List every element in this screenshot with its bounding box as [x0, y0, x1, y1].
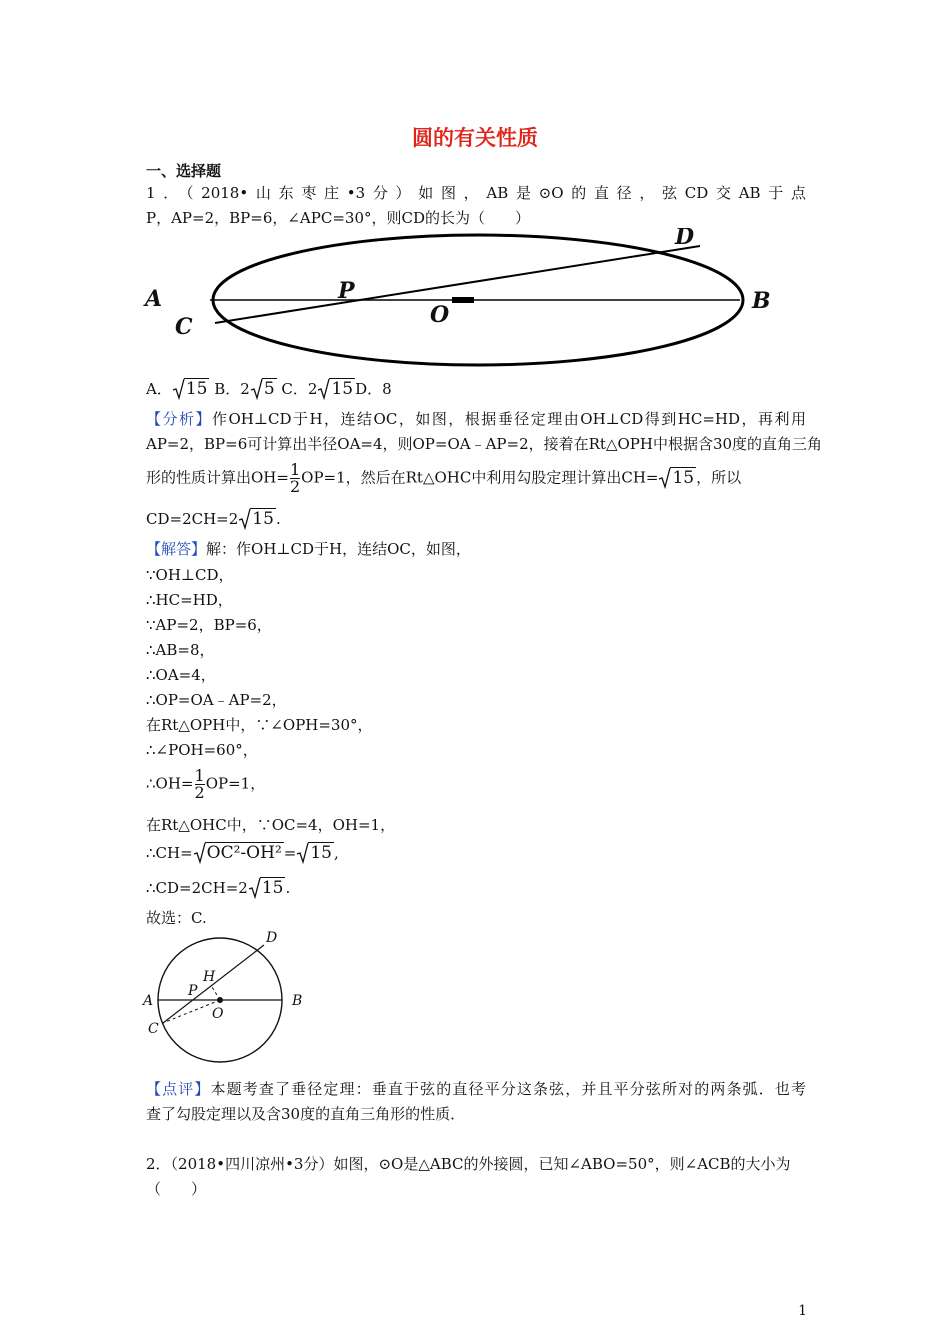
fig2-label-b: B — [292, 993, 303, 1009]
solution-step: ∴AB=8， — [146, 641, 215, 659]
q1-stem-line2: P，AP=2，BP=6，∠APC=30°，则CD的长为（ ） — [146, 209, 530, 227]
cd-text-a: ∴CD=2CH=2 — [146, 879, 248, 897]
option-a-radicand: 15 — [185, 379, 208, 399]
sqrt-c — [317, 378, 355, 399]
sqrt-a — [172, 378, 210, 399]
solution-step-oh — [146, 768, 265, 801]
solution-step-cd — [146, 877, 290, 898]
solution-text1: 解：作OH⊥CD于H，连结OC，如图， — [206, 540, 471, 558]
review-text1: 本题考查了垂径定理：垂直于弦的直径平分这条弦，并且平分弦所对的两条弧．也考 — [210, 1080, 806, 1098]
q1-figure-ellipse — [140, 228, 800, 370]
analysis-text4a: CD=2CH=2 — [146, 510, 239, 528]
section-heading: 一、选择题 — [146, 162, 222, 180]
q2-stem-line1: 2．（2018•四川凉州•3分）如图，⊙O是△ABC的外接圆，已知∠ABO=50°，则∠ACB的大小为 — [146, 1155, 791, 1173]
ch-radicand: OC²-OH² — [206, 843, 282, 863]
option-c-radicand: 15 — [331, 379, 354, 399]
option-b-radicand: 5 — [263, 379, 275, 399]
fig1-label-c: C — [175, 314, 193, 340]
radical-sign-icon — [658, 467, 672, 489]
analysis-line1 — [146, 408, 806, 429]
fraction-numerator: 1 — [289, 460, 301, 479]
oh-text-b: OP=1， — [205, 774, 266, 793]
sqrt-analysis-cd — [238, 508, 276, 529]
fig2-label-p: P — [188, 983, 198, 999]
option-a-label: A． — [146, 380, 172, 398]
fraction-half — [290, 462, 300, 495]
radical-sign-icon — [296, 842, 310, 864]
review-line2: 查了勾股定理以及含30度的直角三角形的性质． — [146, 1105, 466, 1123]
q1-options — [146, 378, 392, 399]
analysis-text1: 作OH⊥CD于H，连结OC，如图，根据垂径定理由OH⊥CD得到HC=HD，再利用 — [212, 410, 806, 428]
sqrt-b — [250, 378, 277, 399]
review-tag: 【点评】 — [146, 1080, 211, 1098]
fig1-label-b: B — [752, 288, 771, 314]
fig2-label-d: D — [266, 930, 278, 946]
fig1-label-o: O — [430, 302, 450, 328]
cd-text-b: . — [285, 879, 291, 897]
solution-choice: 故选：C. — [146, 909, 207, 927]
fraction-denominator: 2 — [289, 477, 301, 496]
analysis-tag: 【分析】 — [146, 410, 212, 428]
radical-sign-icon — [248, 877, 262, 899]
cd-radicand: 15 — [261, 878, 284, 898]
page-title: 圆的有关性质 — [412, 126, 538, 150]
sqrt-analysis-ch — [658, 467, 696, 488]
sqrt-ch-expr — [193, 842, 284, 863]
analysis-line4 — [146, 508, 281, 529]
solution-step: ∵OH⊥CD， — [146, 566, 234, 584]
solution-step-ch — [146, 842, 339, 863]
solution-step: 在Rt△OHC中，∵OC=4，OH=1， — [146, 816, 396, 834]
sqrt-cd — [248, 877, 286, 898]
ch-result-radicand: 15 — [310, 843, 332, 863]
radical-sign-icon — [250, 378, 264, 400]
fraction-denominator: 2 — [194, 783, 205, 802]
ch-text-b: = — [283, 844, 297, 862]
analysis-ch-radicand: 15 — [672, 467, 695, 488]
option-d-label: D．8 — [355, 380, 392, 398]
q2-stem-line2: （ ） — [146, 1180, 207, 1198]
solution-step: ∴OP=OA﹣AP=2， — [146, 691, 287, 709]
fig1-label-p: P — [338, 278, 355, 304]
q1-figure-circle — [140, 925, 315, 1070]
fig2-label-a: A — [143, 993, 154, 1009]
solution-step: ∴OA=4， — [146, 666, 216, 684]
fraction-half — [195, 768, 205, 801]
analysis-text3c: ，所以 — [696, 468, 742, 487]
ch-text-c: , — [333, 844, 339, 862]
review-line1 — [146, 1078, 806, 1099]
option-c-label: C．2 — [276, 380, 318, 398]
solution-line1 — [146, 538, 471, 559]
ch-text-a: ∴CH= — [146, 844, 193, 862]
oh-text-a: ∴OH= — [146, 774, 194, 793]
analysis-text4b: . — [275, 510, 281, 528]
analysis-line3 — [146, 462, 741, 495]
fig1-label-a: A — [145, 286, 163, 312]
solution-step: ∴∠POH=60°， — [146, 741, 258, 759]
solution-tag: 【解答】 — [146, 540, 207, 558]
q1-stem-line1: 1．（2018•山东枣庄•3分）如图，AB是⊙O的直径，弦CD交AB于点 — [146, 184, 806, 202]
fig2-label-o: O — [212, 1006, 224, 1022]
fig2-label-h: H — [203, 969, 216, 985]
page-number: 1 — [798, 1303, 807, 1319]
radical-sign-icon — [172, 378, 186, 400]
radical-sign-icon — [238, 508, 252, 530]
analysis-text3b: OP=1，然后在Rt△OHC中利用勾股定理计算出CH= — [301, 468, 659, 487]
analysis-text3a: 形的性质计算出OH= — [146, 468, 289, 487]
radical-sign-icon — [193, 842, 207, 864]
radical-sign-icon — [317, 378, 331, 400]
fig1-label-d: D — [675, 228, 695, 250]
fraction-numerator: 1 — [194, 766, 205, 785]
solution-step: ∴HC=HD， — [146, 591, 233, 609]
sqrt-ch-result — [296, 842, 334, 863]
analysis-line2: AP=2，BP=6可计算出半径OA=4，则OP=OA﹣AP=2，接着在Rt△OPH中根据含30度的直角三角 — [146, 435, 823, 453]
option-b-label: B．2 — [209, 380, 250, 398]
solution-step: ∵AP=2，BP=6， — [146, 616, 272, 634]
solution-step: 在Rt△OPH中，∵∠OPH=30°， — [146, 716, 373, 734]
fig2-label-c: C — [148, 1021, 159, 1037]
analysis-cd-radicand: 15 — [252, 509, 274, 529]
